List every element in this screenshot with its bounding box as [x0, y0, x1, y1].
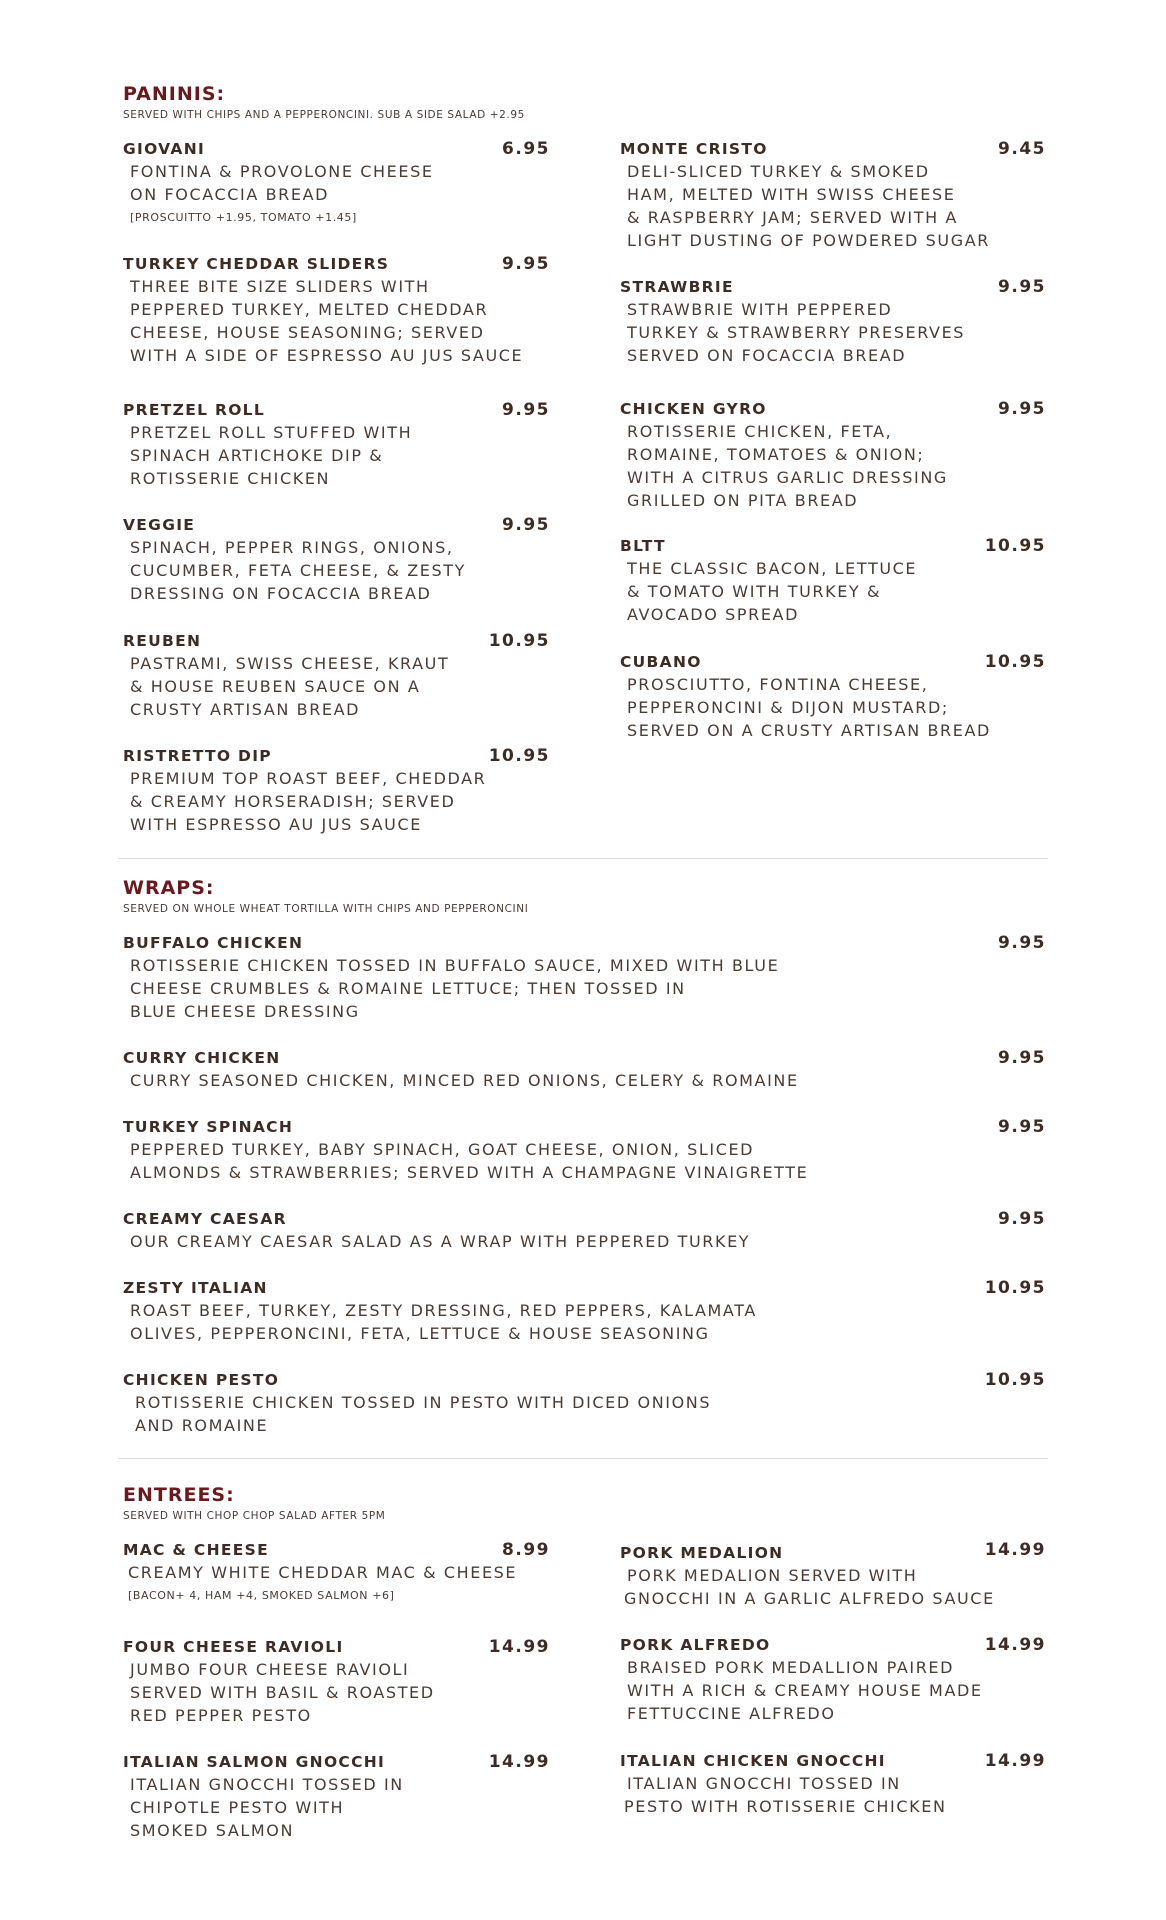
item-price: 9.95: [998, 933, 1046, 953]
item-name: PORK MEDALION: [620, 1544, 784, 1562]
item-desc: THE CLASSIC BACON, LETTUCE: [627, 559, 918, 578]
item-price: 14.99: [984, 1751, 1046, 1771]
item-name: FOUR CHEESE RAVIOLI: [123, 1638, 344, 1656]
item-name: CURRY CHICKEN: [123, 1049, 281, 1067]
item-name: CREAMY CAESAR: [123, 1210, 287, 1228]
item-name: PRETZEL ROLL: [123, 401, 266, 419]
item-desc: & RASPBERRY JAM; SERVED WITH A: [627, 208, 958, 227]
item-desc: ROTISSERIE CHICKEN, FETA,: [627, 422, 893, 441]
item-desc: BLUE CHEESE DRESSING: [130, 1002, 360, 1021]
item-price: 14.99: [488, 1752, 550, 1772]
menu-item-zesty-italian: [123, 1277, 943, 1345]
item-name: MONTE CRISTO: [620, 140, 768, 158]
menu-item-buffalo-chicken: [123, 932, 943, 1023]
item-name: TURKEY SPINACH: [123, 1118, 294, 1136]
item-desc: BRAISED PORK MEDALLION PAIRED: [627, 1658, 955, 1677]
item-price: 14.99: [984, 1540, 1046, 1560]
item-desc: PESTO WITH ROTISSERIE CHICKEN: [624, 1797, 947, 1816]
item-name: GIOVANI: [123, 140, 206, 158]
item-price: 9.95: [502, 400, 550, 420]
item-price: 10.95: [984, 536, 1046, 556]
item-name: CHICKEN PESTO: [123, 1371, 280, 1389]
item-price: 8.99: [502, 1540, 550, 1560]
item-desc: SPINACH, PEPPER RINGS, ONIONS,: [130, 538, 454, 557]
item-desc: & TOMATO WITH TURKEY &: [627, 582, 882, 601]
item-desc: DELI-SLICED TURKEY & SMOKED: [627, 162, 930, 181]
item-desc: ITALIAN GNOCCHI TOSSED IN: [627, 1774, 901, 1793]
item-name: ITALIAN SALMON GNOCCHI: [123, 1753, 386, 1771]
item-desc: JUMBO FOUR CHEESE RAVIOLI: [130, 1660, 410, 1679]
item-desc: WITH A CITRUS GARLIC DRESSING: [627, 468, 948, 487]
item-name: VEGGIE: [123, 516, 196, 534]
item-desc: PREMIUM TOP ROAST BEEF, CHEDDAR: [130, 769, 487, 788]
item-desc: CRUSTY ARTISAN BREAD: [130, 700, 361, 719]
menu-item-chicken-pesto: [123, 1369, 943, 1437]
item-note: [BACON+ 4, HAM +4, SMOKED SALMON +6]: [128, 1589, 395, 1602]
item-desc: ROMAINE, TOMATOES & ONION;: [627, 445, 925, 464]
item-desc: OLIVES, PEPPERONCINI, FETA, LETTUCE & HOUSE SEASONING: [130, 1324, 710, 1343]
item-desc: PEPPERED TURKEY, BABY SPINACH, GOAT CHEESE, ONION, SLICED: [130, 1140, 755, 1159]
paninis-title: PANINIS:: [123, 83, 226, 105]
item-desc: DRESSING ON FOCACCIA BREAD: [130, 584, 432, 603]
item-desc: OUR CREAMY CAESAR SALAD AS A WRAP WITH PEPPERED TURKEY: [130, 1232, 751, 1251]
item-desc: CURRY SEASONED CHICKEN, MINCED RED ONIONS, CELERY & ROMAINE: [130, 1071, 799, 1090]
item-name: ITALIAN CHICKEN GNOCCHI: [620, 1752, 886, 1770]
item-price: 14.99: [984, 1635, 1046, 1655]
item-desc: SERVED ON FOCACCIA BREAD: [627, 346, 907, 365]
item-price: 9.95: [502, 515, 550, 535]
section-divider: [118, 858, 1048, 859]
item-desc: FETTUCCINE ALFREDO: [627, 1704, 836, 1723]
item-price: 9.45: [998, 139, 1046, 159]
item-note: [PROSCUITTO +1.95, TOMATO +1.45]: [130, 211, 357, 224]
item-desc: & HOUSE REUBEN SAUCE ON A: [130, 677, 421, 696]
item-name: MAC & CHEESE: [123, 1541, 269, 1559]
wraps-subtitle: SERVED ON WHOLE WHEAT TORTILLA WITH CHIPS AND PEPPERONCINI: [123, 903, 529, 915]
item-price: 9.95: [998, 277, 1046, 297]
item-price: 10.95: [984, 1278, 1046, 1298]
entrees-title: ENTREES:: [123, 1484, 235, 1506]
item-desc: RED PEPPER PESTO: [130, 1706, 312, 1725]
item-desc: CHEESE CRUMBLES & ROMAINE LETTUCE; THEN TOSSED IN: [130, 979, 686, 998]
item-desc: STRAWBRIE WITH PEPPERED: [627, 300, 893, 319]
item-price: 9.95: [998, 1209, 1046, 1229]
item-name: BUFFALO CHICKEN: [123, 934, 304, 952]
item-desc: SMOKED SALMON: [130, 1821, 295, 1840]
item-price: 9.95: [502, 254, 550, 274]
item-desc: CHEESE, HOUSE SEASONING; SERVED: [130, 323, 485, 342]
item-name: TURKEY CHEDDAR SLIDERS: [123, 255, 390, 273]
item-desc: GRILLED ON PITA BREAD: [627, 491, 859, 510]
entrees-subtitle: SERVED WITH CHOP CHOP SALAD AFTER 5PM: [123, 1510, 386, 1522]
item-price: 10.95: [984, 1370, 1046, 1390]
item-desc: CHIPOTLE PESTO WITH: [130, 1798, 345, 1817]
menu-item-creamy-caesar: [123, 1208, 943, 1253]
item-desc: AVOCADO SPREAD: [627, 605, 799, 624]
item-desc: PROSCIUTTO, FONTINA CHEESE,: [627, 675, 929, 694]
item-desc: WITH ESPRESSO AU JUS SAUCE: [130, 815, 422, 834]
item-desc: ROTISSERIE CHICKEN TOSSED IN BUFFALO SAUCE, MIXED WITH BLUE: [130, 956, 780, 975]
item-desc: PEPPERONCINI & DIJON MUSTARD;: [627, 698, 949, 717]
item-price: 14.99: [488, 1637, 550, 1657]
item-desc: WITH A RICH & CREAMY HOUSE MADE: [627, 1681, 983, 1700]
item-name: ZESTY ITALIAN: [123, 1279, 268, 1297]
item-name: STRAWBRIE: [620, 278, 734, 296]
wraps-title: WRAPS:: [123, 877, 215, 899]
item-desc: SERVED WITH BASIL & ROASTED: [130, 1683, 435, 1702]
item-desc: ROTISSERIE CHICKEN TOSSED IN PESTO WITH DICED ONIONS: [135, 1393, 712, 1412]
item-name: CHICKEN GYRO: [620, 400, 767, 418]
menu-item-turkey-spinach: [123, 1116, 943, 1184]
item-desc: LIGHT DUSTING OF POWDERED SUGAR: [627, 231, 990, 250]
item-desc: ON FOCACCIA BREAD: [130, 185, 330, 204]
menu-item-curry-chicken: [123, 1047, 943, 1092]
item-price: 9.95: [998, 1117, 1046, 1137]
item-desc: FONTINA & PROVOLONE CHEESE: [130, 162, 434, 181]
item-desc: CUCUMBER, FETA CHEESE, & ZESTY: [130, 561, 467, 580]
item-desc: SERVED ON A CRUSTY ARTISAN BREAD: [627, 721, 991, 740]
item-desc: WITH A SIDE OF ESPRESSO AU JUS SAUCE: [130, 346, 524, 365]
item-desc: PEPPERED TURKEY, MELTED CHEDDAR: [130, 300, 489, 319]
item-desc: SPINACH ARTICHOKE DIP &: [130, 446, 384, 465]
item-desc: PORK MEDALION SERVED WITH: [627, 1566, 918, 1585]
item-desc: & CREAMY HORSERADISH; SERVED: [130, 792, 456, 811]
item-desc: CREAMY WHITE CHEDDAR MAC & CHEESE: [128, 1563, 518, 1582]
item-price: 10.95: [488, 746, 550, 766]
item-desc: PASTRAMI, SWISS CHEESE, KRAUT: [130, 654, 450, 673]
item-price: 9.95: [998, 1048, 1046, 1068]
item-price: 10.95: [984, 652, 1046, 672]
item-name: CUBANO: [620, 653, 702, 671]
item-desc: ROAST BEEF, TURKEY, ZESTY DRESSING, RED PEPPERS, KALAMATA: [130, 1301, 757, 1320]
paninis-subtitle: SERVED WITH CHIPS AND A PEPPERONCINI. SUB A SIDE SALAD +2.95: [123, 109, 525, 121]
item-name: REUBEN: [123, 632, 202, 650]
item-name: PORK ALFREDO: [620, 1636, 771, 1654]
item-name: RISTRETTO DIP: [123, 747, 272, 765]
item-name: BLTT: [620, 537, 666, 555]
item-price: 9.95: [998, 399, 1046, 419]
item-desc: TURKEY & STRAWBERRY PRESERVES: [627, 323, 966, 342]
item-desc: AND ROMAINE: [135, 1416, 269, 1435]
item-desc: PRETZEL ROLL STUFFED WITH: [130, 423, 413, 442]
item-price: 10.95: [488, 631, 550, 651]
section-divider: [118, 1458, 1048, 1459]
item-desc: THREE BITE SIZE SLIDERS WITH: [130, 277, 430, 296]
item-desc: ALMONDS & STRAWBERRIES; SERVED WITH A CHAMPAGNE VINAIGRETTE: [130, 1163, 809, 1182]
item-price: 6.95: [502, 139, 550, 159]
item-desc: ROTISSERIE CHICKEN: [130, 469, 331, 488]
item-desc: ITALIAN GNOCCHI TOSSED IN: [130, 1775, 404, 1794]
item-desc: GNOCCHI IN A GARLIC ALFREDO SAUCE: [624, 1589, 995, 1608]
item-desc: HAM, MELTED WITH SWISS CHEESE: [627, 185, 956, 204]
